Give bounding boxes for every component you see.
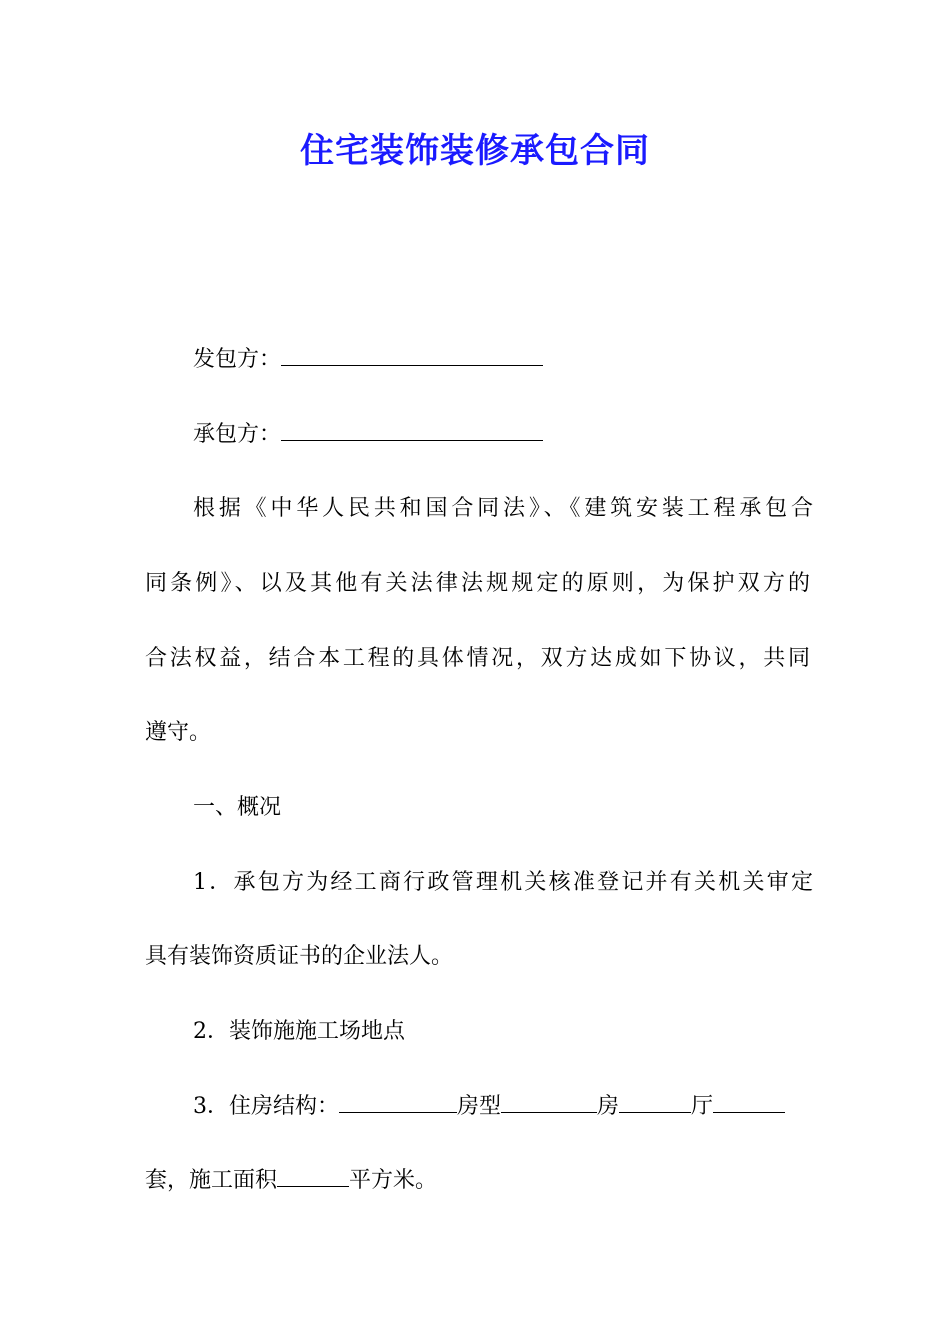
party-b-line	[193, 415, 813, 455]
item3-prefix: 3．住房结构：	[193, 1094, 339, 1119]
item2-line: 2．装饰施施工场地点	[193, 1019, 405, 1044]
preamble-line-4: 遵守。	[145, 720, 212, 745]
hall-blank	[713, 1088, 785, 1113]
item1-line-1: 1．承包方为经工商行政管理机关核准登记并有关机关审定	[193, 870, 813, 895]
item3-line-1	[193, 1087, 813, 1127]
preamble-line-3: 合法权益，结合本工程的具体情况，双方达成如下协议，共同	[145, 646, 810, 671]
document-title: 住宅装饰装修承包合同	[300, 131, 650, 171]
preamble-line-1: 根据《中华人民共和国合同法》、《建筑安装工程承包合	[193, 496, 813, 521]
room-blank	[619, 1088, 691, 1113]
structure-blank	[339, 1088, 457, 1113]
unit-label: 平方米。	[349, 1168, 438, 1193]
item3-line-2	[145, 1161, 810, 1201]
hall-label: 厅	[691, 1094, 714, 1119]
party-b-blank	[281, 416, 543, 441]
party-a-label: 发包方：	[193, 347, 282, 372]
area-blank	[277, 1162, 349, 1187]
section-heading-overview: 一、概况	[193, 795, 282, 820]
house-type-label: 房型	[457, 1094, 502, 1119]
item1-line-2: 具有装饰资质证书的企业法人。	[145, 944, 454, 969]
house-type-blank	[501, 1088, 597, 1113]
party-a-line	[193, 340, 813, 380]
party-b-label: 承包方：	[193, 422, 282, 447]
set-area-label: 套，施工面积	[145, 1168, 278, 1193]
party-a-blank	[281, 341, 543, 366]
preamble-line-2: 同条例》、以及其他有关法律法规规定的原则，为保护双方的	[145, 571, 810, 596]
room-label: 房	[597, 1094, 620, 1119]
